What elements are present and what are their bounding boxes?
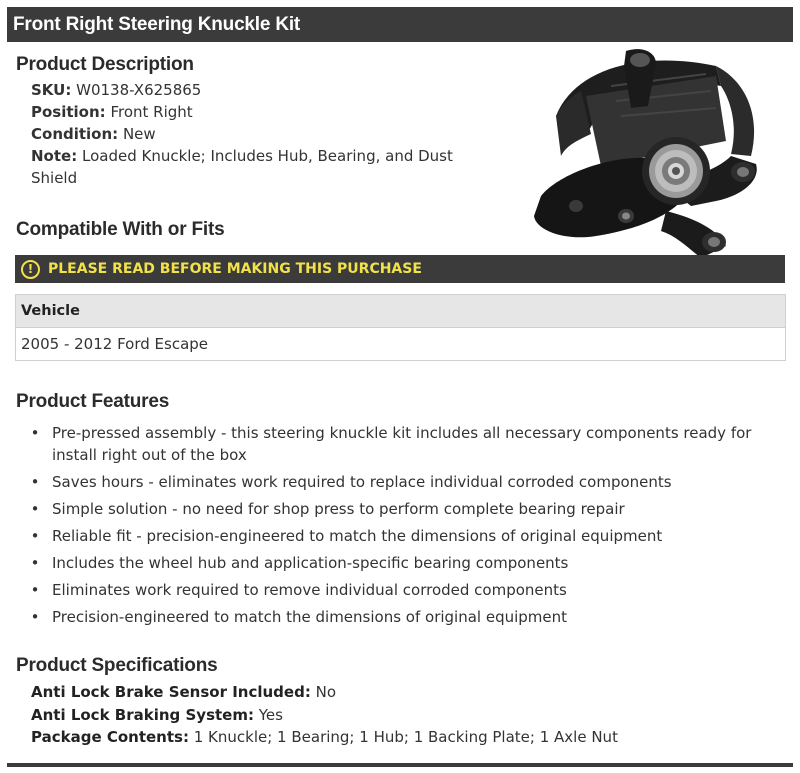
condition-row: Condition: New	[31, 125, 156, 143]
list-item: • Pre-pressed assembly - this steering knuckle kit includes all necessary components ready for install right out of the box	[30, 424, 752, 464]
list-item: • Simple solution - no need for shop press to perform complete bearing repair	[30, 500, 625, 518]
exclamation-circle-icon: !	[21, 260, 40, 279]
page-title-bar	[7, 7, 793, 42]
position-row: Position: Front Right	[31, 103, 193, 121]
vehicle-table	[15, 294, 786, 361]
bottom-divider	[7, 763, 793, 767]
list-item: • Saves hours - eliminates work required to replace individual corroded components	[30, 473, 672, 491]
sku-row: SKU: W0138-X625865	[31, 81, 202, 99]
abs-system-row: Anti Lock Braking System: Yes	[31, 705, 283, 724]
note-row: Note: Loaded Knuckle; Includes Hub, Bearing, and Dust Shield	[31, 147, 453, 187]
product-description-heading: Product Description	[16, 54, 194, 75]
table-row: 2005 - 2012 Ford Escape	[21, 335, 209, 353]
page-title: Front Right Steering Knuckle Kit	[13, 14, 301, 35]
list-item: • Includes the wheel hub and application-specific bearing components	[30, 554, 569, 572]
compatible-heading: Compatible With or Fits	[16, 219, 225, 240]
features-list	[28, 422, 792, 633]
list-item: • Reliable fit - precision-engineered to match the dimensions of original equipment	[30, 527, 663, 545]
list-item: • Precision-engineered to match the dimensions of original equipment	[30, 608, 568, 626]
product-features-heading: Product Features	[16, 391, 170, 412]
product-description-list	[31, 79, 471, 189]
purchase-warning-banner	[15, 255, 785, 283]
purchase-warning-text: PLEASE READ BEFORE MAKING THIS PURCHASE	[48, 261, 422, 277]
list-item: • Eliminates work required to remove individual corroded components	[30, 581, 567, 599]
abs-sensor-row: Anti Lock Brake Sensor Included: No	[31, 683, 337, 701]
specifications-list	[31, 681, 618, 749]
steering-knuckle-image	[516, 46, 766, 260]
package-contents-row: Package Contents: 1 Knuckle; 1 Bearing; 1 Hub; 1 Backing Plate; 1 Axle Nut	[31, 728, 618, 746]
product-specifications-heading: Product Specifications	[16, 655, 218, 676]
vehicle-column-header: Vehicle	[16, 295, 785, 328]
